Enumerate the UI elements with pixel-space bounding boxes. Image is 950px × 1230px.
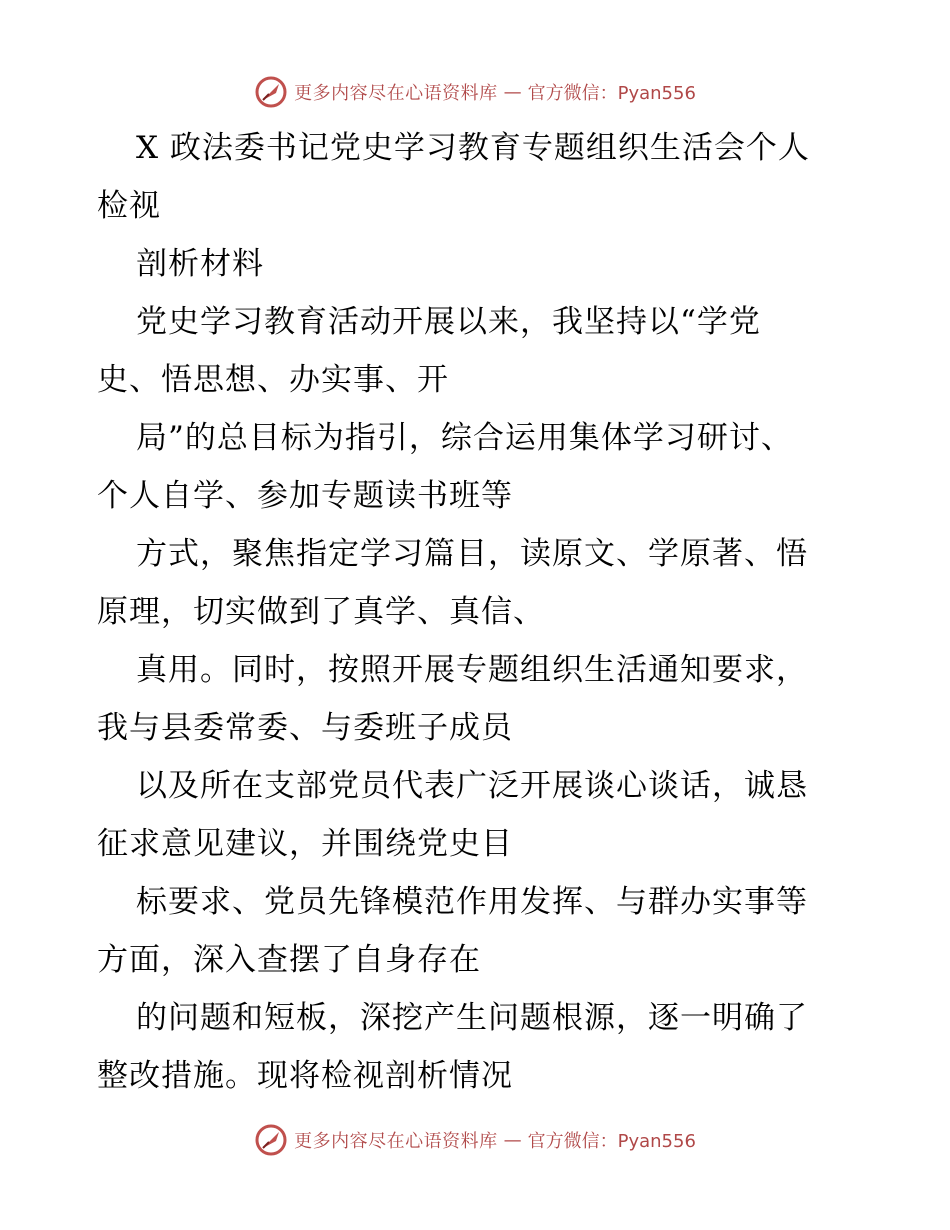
footer-watermark [0, 1120, 950, 1160]
paragraph-line: 征求意见建议，并围绕党史目 [97, 826, 513, 862]
paragraph-line: 党史学习教育活动开展以来，我坚持以“学党 [136, 304, 761, 340]
paragraph-line: 的问题和短板，深挖产生问题根源，逐一明确了 [136, 1000, 808, 1036]
paragraph-line: 史、悟思想、办实事、开 [97, 362, 449, 398]
paragraph-line: 原理，切实做到了真学、真信、 [97, 594, 545, 630]
paragraph-line: 整改措施。现将检视剖析情况 [97, 1058, 513, 1094]
document-title-line-1: X 政法委书记党史学习教育专题组织生活会个人 [136, 130, 810, 166]
paragraph-line: 方式，聚焦指定学习篇目，读原文、学原著、悟 [136, 536, 808, 572]
paragraph-line: 个人自学、参加专题读书班等 [97, 478, 513, 514]
quill-logo-icon [254, 75, 288, 109]
paragraph-line: 局”的总目标为指引，综合运用集体学习研讨、 [136, 420, 793, 456]
watermark-text: 更多内容尽在心语资料库 [294, 1131, 498, 1152]
watermark-contact: 官方微信：Pyan556 [527, 1131, 696, 1152]
document-title-line-2: 检视 [97, 188, 161, 224]
watermark-dash: — [503, 1129, 522, 1151]
watermark-text: 更多内容尽在心语资料库 [294, 83, 498, 104]
paragraph-line: 以及所在支部党员代表广泛开展谈心谈话，诚恳 [136, 768, 808, 804]
header-watermark [0, 72, 950, 112]
document-subtitle: 剖析材料 [136, 246, 264, 282]
watermark-dash: — [503, 81, 522, 103]
watermark-contact: 官方微信：Pyan556 [527, 83, 696, 104]
paragraph-line: 真用。同时，按照开展专题组织生活通知要求， [136, 652, 808, 688]
paragraph-line: 我与县委常委、与委班子成员 [97, 710, 513, 746]
paragraph-line: 方面，深入查摆了自身存在 [97, 942, 481, 978]
paragraph-line: 标要求、党员先锋模范作用发挥、与群办实事等 [136, 884, 808, 920]
quill-logo-icon [254, 1123, 288, 1157]
